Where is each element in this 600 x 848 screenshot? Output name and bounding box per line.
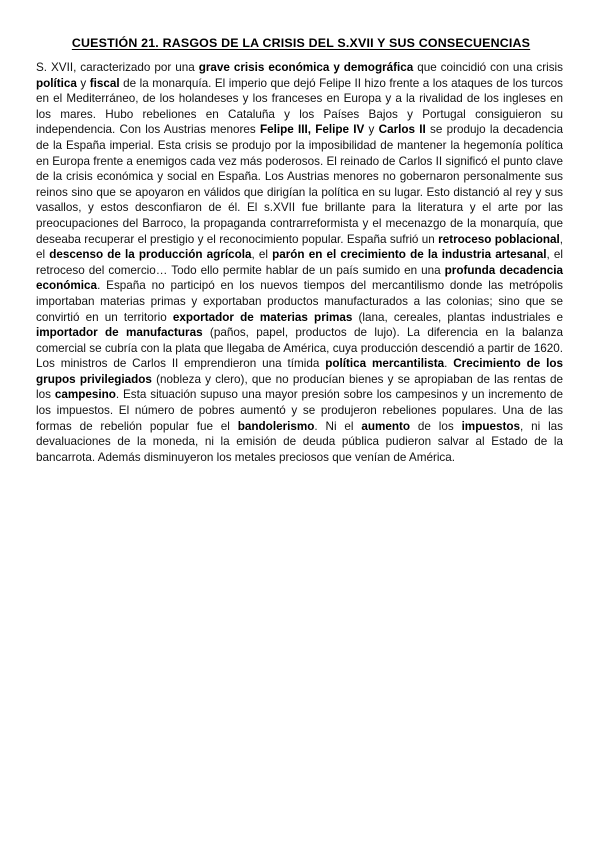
text-segment: y — [76, 76, 90, 90]
text-segment: que coincidió con una crisis — [413, 61, 563, 74]
text-segment: . Esta situación supuso una mayor presión sobre los campesinos y un incremento de los impuestos. El número de pobres aumentó y se produjeron rebeliones populares. Una de las formas de rebelión popular fue el — [36, 388, 563, 433]
bold-term-descenso-agricola: descenso de la producción agrícola — [49, 248, 252, 262]
text-segment: (nobleza y clero), que no producían bienes y se apropiaban de las rentas de los — [36, 372, 563, 402]
bold-term-retroceso-poblacional: retroceso poblacional — [438, 232, 560, 246]
bold-term-bandolerismo: bandolerismo — [237, 419, 315, 433]
bold-term-profunda-decadencia: profunda decadencia económica — [36, 263, 563, 293]
bold-term-crecimiento-privilegiados: Crecimiento de los grupos privilegiados — [36, 357, 563, 386]
text-segment: de los — [410, 419, 462, 433]
text-segment: . España no participó en los nuevos tiempos del mercantilismo donde las metrópolis importaban materias primas y exportaban productos manufacturados a las colonias; sino que se convirtió en un territorio — [36, 279, 563, 324]
text-segment: . — [444, 357, 454, 371]
text-segment: de la monarquía. El imperio que dejó Felipe II hizo frente a los ataques de los turcos en el Mediterráneo, de los holandeses y los franceses en Europa y a la rivalidad de los ingleses en los mares. Hubo rebeliones en Cataluña y los Países Bajos y Portugal consiguieron su independencia. Con los Austrias menores — [36, 76, 564, 137]
bold-term-carlos-ii: Carlos II — [378, 123, 426, 137]
page-title: CUESTIÓN 21. RASGOS DE LA CRISIS DEL S.XVII Y SUS CONSECUENCIAS — [71, 36, 531, 50]
text-segment: . Ni el — [314, 419, 362, 433]
body-paragraph — [36, 60, 563, 465]
bold-term-felipe: Felipe III, Felipe IV — [259, 123, 365, 137]
text-segment: , ni las devaluaciones de la moneda, ni la emisión de deuda pública pudieron salvar al Estado de la bancarrota. Además disminuyeron los metales preciosos que venían de América. — [36, 419, 564, 464]
text-segment: , el — [36, 232, 563, 262]
bold-term-campesino: campesino — [54, 388, 116, 402]
bold-term-exportador: exportador de materias primas — [172, 310, 353, 324]
text-segment: S. XVII, caracterizado por una — [36, 61, 199, 74]
bold-term-politica-mercantilista: política mercantilista — [325, 357, 445, 371]
bold-term-aumento: aumento — [361, 419, 411, 433]
bold-term-politica: política — [36, 76, 77, 90]
text-segment: , el — [251, 248, 273, 262]
bold-term-importador: importador de manufacturas — [36, 326, 203, 340]
bold-term-impuestos: impuestos — [461, 419, 521, 433]
bold-term-paron-industria: parón en el crecimiento de la industria artesanal — [272, 248, 547, 262]
text-segment: (lana, cereales, plantas industriales e — [352, 310, 563, 324]
bold-term-grave-crisis: grave crisis económica y demográfica — [198, 61, 414, 74]
text-segment: y — [364, 123, 379, 137]
text-segment: , el retroceso del comercio… Todo ello permite hablar de un país sumido en una — [36, 248, 564, 277]
text-segment: se produjo la decadencia de la España imperial. Esta crisis se produjo por la imposibilidad de mantener la hegemonía política en Europa frente a enemigos cada vez más poderosos. El reinado de Carlos II significó el punto clave de la crisis económica y social en España. Los Austrias menores no gobernaron personalmente sus reinos sino que se apoyaron en válidos que dirigían la política en su lugar. Esto distanció al rey y sus vasallos, y estos desconfiaron de él. El s.XVII fue brillante para la literatura y el arte por las preocupaciones del Barroco, la propaganda contrarreformista y el mecenazgo de la monarquía, que deseaba recuperar el prestigio y el reconocimiento popular. España sufrió un — [36, 123, 563, 246]
text-segment: (paños, papel, productos de lujo). La diferencia en la balanza comercial se cubría con la plata que llegaba de América, cuya producción descendió a partir de 1620. Los ministros de Carlos II emprendieron una tímida — [36, 326, 563, 371]
bold-term-fiscal: fiscal — [89, 76, 120, 90]
